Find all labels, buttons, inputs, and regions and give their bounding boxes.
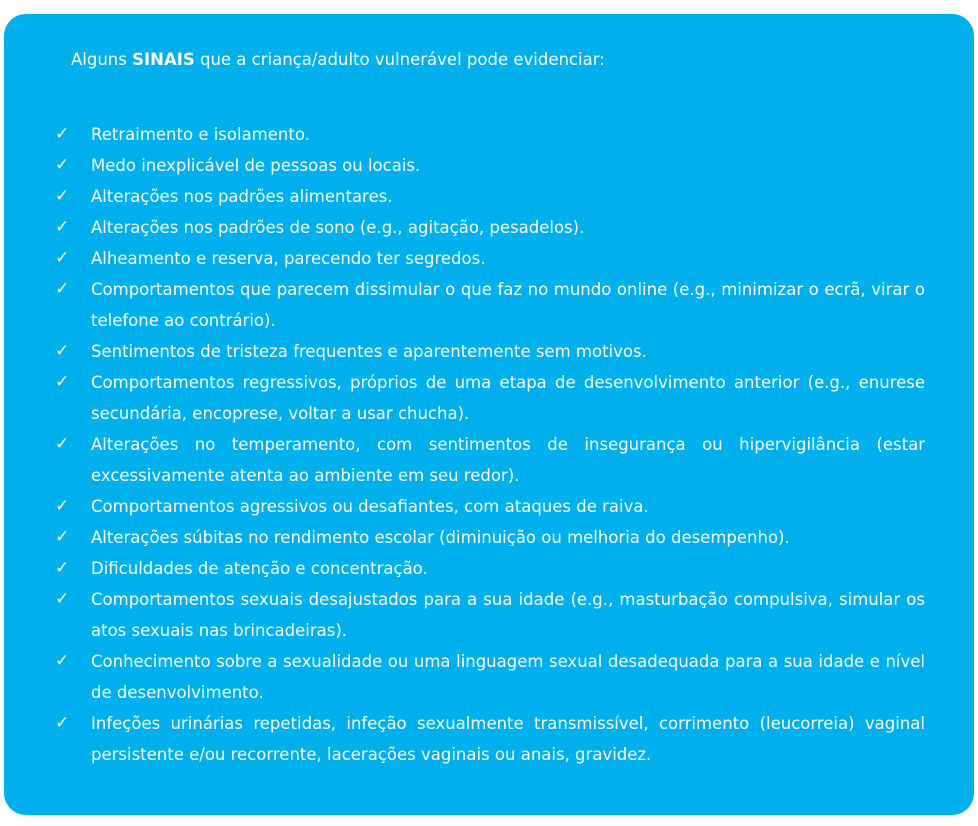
checkmark-icon: ✓ — [55, 248, 70, 268]
list-item — [55, 708, 925, 770]
checkmark-icon: ✓ — [55, 651, 70, 671]
checkmark-icon: ✓ — [55, 124, 70, 144]
list-item — [55, 243, 925, 274]
list-item-text: Retraimento e isolamento. — [91, 125, 310, 144]
list-item — [55, 584, 925, 646]
list-item — [55, 274, 925, 336]
list-item-text: Alterações nos padrões alimentares. — [91, 187, 393, 206]
signs-list — [55, 119, 925, 770]
list-item-text: Infeções urinárias repetidas, infeção sexualmente transmissível, corrimento (leucorreia) vaginal persistente e/ou recorrente, lacerações vaginais ou anais, gravidez. — [91, 714, 925, 764]
checkmark-icon: ✓ — [55, 558, 70, 578]
list-item-text: Comportamentos regressivos, próprios de uma etapa de desenvolvimento anterior (e.g., enurese secundária, encoprese, voltar a usar chucha). — [91, 373, 925, 423]
checkmark-icon: ✓ — [55, 434, 70, 454]
list-item-text: Comportamentos sexuais desajustados para a sua idade (e.g., masturbação compulsiva, simular os atos sexuais nas brincadeiras). — [91, 590, 925, 640]
checkmark-icon: ✓ — [55, 279, 70, 299]
intro-highlight: SINAIS — [132, 50, 195, 69]
intro-suffix: que a criança/adulto vulnerável pode evidenciar: — [194, 50, 605, 69]
checkmark-icon: ✓ — [55, 186, 70, 206]
list-item — [55, 181, 925, 212]
list-item — [55, 522, 925, 553]
intro-prefix: Alguns — [71, 50, 133, 69]
list-item-text: Alterações súbitas no rendimento escolar (diminuição ou melhoria do desempenho). — [91, 528, 790, 547]
list-item — [55, 553, 925, 584]
list-item — [55, 336, 925, 367]
checkmark-icon: ✓ — [55, 527, 70, 547]
checkmark-icon: ✓ — [55, 341, 70, 361]
list-item-text: Medo inexplicável de pessoas ou locais. — [91, 156, 421, 175]
list-item — [55, 119, 925, 150]
signs-panel — [4, 14, 974, 815]
list-item-text: Alterações nos padrões de sono (e.g., agitação, pesadelos). — [91, 218, 585, 237]
list-item — [55, 367, 925, 429]
list-item-text: Conhecimento sobre a sexualidade ou uma linguagem sexual desadequada para a sua idade e nível de desenvolvimento. — [91, 652, 925, 702]
list-item — [55, 150, 925, 181]
checkmark-icon: ✓ — [55, 155, 70, 175]
list-item-text: Alheamento e reserva, parecendo ter segredos. — [91, 249, 486, 268]
checkmark-icon: ✓ — [55, 589, 70, 609]
list-item — [55, 429, 925, 491]
list-item — [55, 646, 925, 708]
list-item-text: Sentimentos de tristeza frequentes e aparentemente sem motivos. — [91, 342, 647, 361]
list-item-text: Dificuldades de atenção e concentração. — [91, 559, 428, 578]
checkmark-icon: ✓ — [55, 713, 70, 733]
intro-text — [71, 49, 605, 71]
checkmark-icon: ✓ — [55, 496, 70, 516]
list-item-text: Comportamentos que parecem dissimular o que faz no mundo online (e.g., minimizar o ecrã, virar o telefone ao contrário). — [91, 280, 925, 330]
list-item — [55, 491, 925, 522]
checkmark-icon: ✓ — [55, 372, 70, 392]
checkmark-icon: ✓ — [55, 217, 70, 237]
list-item-text: Comportamentos agressivos ou desafiantes, com ataques de raiva. — [91, 497, 649, 516]
list-item — [55, 212, 925, 243]
list-item-text: Alterações no temperamento, com sentimentos de insegurança ou hipervigilância (estar excessivamente atenta ao ambiente em seu redor). — [91, 435, 925, 485]
